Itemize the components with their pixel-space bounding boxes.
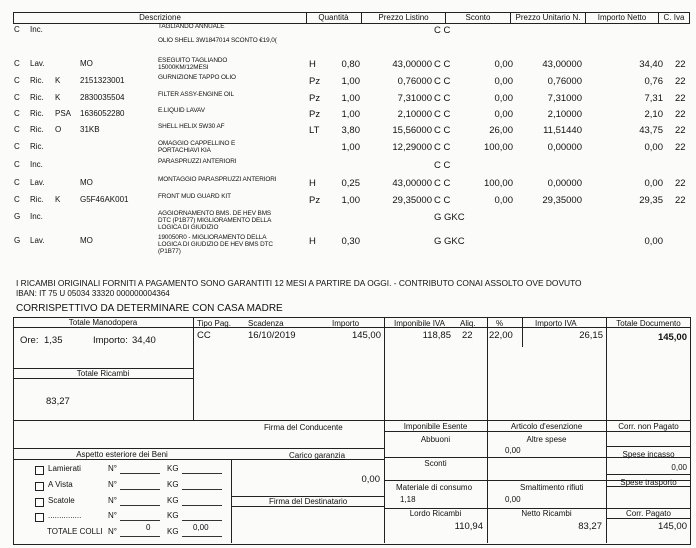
smaltimento-label: Smaltimento rifiuti <box>520 483 584 492</box>
row-flag: C <box>14 93 20 102</box>
col-iva: C. Iva <box>659 12 690 24</box>
row-iva: 22 <box>675 125 686 136</box>
goods-n-input[interactable] <box>120 489 160 490</box>
row-flag: C <box>14 125 20 134</box>
row-disc: 0,00 <box>494 76 513 87</box>
row-net: 0,00 <box>644 142 663 153</box>
row-iva: 22 <box>675 142 686 153</box>
row-unit: 0,00000 <box>547 142 582 153</box>
row-desc-line: SHELL HELIX 5W30 AF <box>158 123 225 130</box>
goods-kg-label: KG <box>167 511 179 520</box>
row-cc: C C <box>434 178 451 189</box>
row-desc-line: TAGLIANDO ANNUALE <box>158 23 225 30</box>
totale-kg-value: 0,00 <box>193 523 209 532</box>
row-price: 43,00000 <box>392 178 432 189</box>
importo-pag-value: 145,00 <box>351 330 381 341</box>
row-net: 0,00 <box>644 178 663 189</box>
row-type: Ric. <box>30 125 44 134</box>
row-code: 1636052280 <box>80 109 125 118</box>
goods-n-label: N° <box>108 464 117 473</box>
row-desc-line: OMAGGIO CAPPELLINO E <box>158 140 236 147</box>
row-disc: 0,00 <box>494 195 513 206</box>
row-cc: C C <box>434 25 451 36</box>
row-flag: G <box>14 236 21 245</box>
row-um: H <box>309 59 316 70</box>
spese-incasso-value: 0,00 <box>671 463 687 472</box>
sconti-label: Sconti <box>424 459 447 468</box>
row-type: Inc. <box>30 160 43 169</box>
goods-list <box>0 0 231 548</box>
scadenza-value: 16/10/2019 <box>248 330 296 341</box>
goods-kg-label: KG <box>167 480 179 489</box>
row-price: 15,56000 <box>392 125 432 136</box>
guarantee-notice: I RICAMBI ORIGINALI FORNITI A PAGAMENTO SONO GARANTITI 12 MESI A PARTIRE DA OGGI. - CONTRIBUTO CONAI ASSOLTO OVE DOVUTO <box>16 278 582 288</box>
col-descrizione: Descrizione <box>13 12 307 24</box>
row-price: 7,31000 <box>397 93 432 104</box>
row-disc: 0,00 <box>494 93 513 104</box>
totale-documento-value: 145,00 <box>657 332 687 343</box>
row-qty: 1,00 <box>341 195 360 206</box>
row-desc-line: GURNIZIONE TAPPO OLIO <box>158 74 236 81</box>
row-net: 0,76 <box>644 76 663 87</box>
spese-incasso-label: Spese incasso <box>622 450 675 459</box>
row-qty: 0,30 <box>341 236 360 247</box>
importo-pag-label: Importo <box>332 319 360 328</box>
row-net: 29,35 <box>639 195 663 206</box>
row-k: K <box>55 195 61 204</box>
row-desc-line: FRONT MUD GUARD KIT <box>158 193 231 200</box>
goods-checkbox[interactable] <box>35 498 44 507</box>
imponibile-iva-value: 118,85 <box>422 330 451 341</box>
row-cc: C C <box>434 195 451 206</box>
row-type: Inc. <box>30 212 43 221</box>
row-desc-line: 15000KM/12MESI <box>158 63 209 71</box>
row-cc: C C <box>434 142 451 153</box>
row-desc-line: LOGICA DI GIUDIZIO DE HEV BMS DTC <box>158 240 273 248</box>
iban: IBAN: IT 75 U 05034 33320 000000004364 <box>16 289 170 298</box>
imponibile-iva-label: Imponibile IVA <box>394 319 445 328</box>
goods-kg-input[interactable] <box>182 520 222 521</box>
tipo-pag-value: CC <box>197 330 211 341</box>
altre-spese-label: Altre spese <box>526 435 567 444</box>
row-cc: G GKC <box>434 212 465 223</box>
row-unit: 7,31000 <box>547 93 582 104</box>
goods-n-input[interactable] <box>120 505 160 506</box>
row-cc: C C <box>434 109 451 120</box>
totale-colli-label: TOTALE COLLI <box>47 527 103 536</box>
carico-garanzia-value: 0,00 <box>361 474 380 485</box>
row-desc-line: PARASPRUZZI ANTERIORI <box>158 158 237 165</box>
row-qty: 1,00 <box>341 76 360 87</box>
row-desc-line: 190050R0 - MIGLIORAMENTO DELLA <box>158 234 267 241</box>
ricambi-value: 83,27 <box>46 396 70 407</box>
row-um: Pz <box>309 195 321 206</box>
altre-spese-value: 0,00 <box>505 446 521 455</box>
ricambi-title: Totale Ricambi <box>76 369 130 378</box>
row-qty: 0,80 <box>341 59 360 70</box>
row-type: Lav. <box>30 236 45 245</box>
row-price: 0,76000 <box>397 76 432 87</box>
row-net: 0,00 <box>644 236 663 247</box>
col-sconto: Sconto <box>446 12 511 24</box>
goods-kg-input[interactable] <box>182 473 222 474</box>
row-flag: C <box>14 59 20 68</box>
lordo-ricambi-value: 110,94 <box>454 521 483 532</box>
row-qty: 1,00 <box>341 93 360 104</box>
ore-label: Ore: <box>20 335 39 346</box>
aliq-label: Aliq. <box>460 319 476 328</box>
goods-label: ............... <box>48 511 82 520</box>
lordo-ricambi-label: Lordo Ricambi <box>409 509 462 518</box>
corrispettivo-title: CORRISPETTIVO DA DETERMINARE CON CASA MADRE <box>16 303 283 314</box>
row-um: LT <box>309 125 320 136</box>
row-qty: 1,00 <box>341 142 360 153</box>
row-disc: 26,00 <box>489 125 513 136</box>
pct-value: 22,00 <box>489 330 513 341</box>
goods-kg-label: KG <box>167 496 179 505</box>
importo-manodopera-label: Importo: <box>93 335 128 346</box>
row-price: 12,29000 <box>392 142 432 153</box>
firma-destinatario-label: Firma del Destinatario <box>269 497 348 506</box>
col-prezzo-unitario: Prezzo Unitario N. <box>511 12 586 24</box>
row-unit: 11,51440 <box>543 125 582 136</box>
scadenza-label: Scadenza <box>248 319 284 328</box>
row-desc-line: FILTER ASSY-ENGINE OIL <box>158 91 234 98</box>
row-qty: 3,80 <box>341 125 360 136</box>
row-flag: C <box>14 160 20 169</box>
articolo-esenzione-label: Articolo d'esenzione <box>510 422 583 431</box>
row-type: Ric. <box>30 195 44 204</box>
row-code: G5F46AK001 <box>80 195 129 204</box>
row-code: MO <box>80 59 93 68</box>
goods-n-label: N° <box>108 511 117 520</box>
row-cc: C C <box>434 59 451 70</box>
row-iva: 22 <box>675 109 686 120</box>
pct-label: % <box>496 319 504 328</box>
row-type: Ric. <box>30 93 44 102</box>
row-type: Ric. <box>30 76 44 85</box>
col-prezzo-listino: Prezzo Listino <box>362 12 446 24</box>
col-quantita: Quantità <box>306 12 362 24</box>
row-type: Lav. <box>30 59 45 68</box>
tipo-pag-label: Tipo Pag. <box>197 319 231 328</box>
row-desc-line: DTC (P1B77) MIGLIORAMENTO DELLA <box>158 216 272 224</box>
corr-pagato-label: Corr. Pagato <box>626 509 671 518</box>
row-um: Pz <box>309 109 321 120</box>
row-disc: 0,00 <box>494 59 513 70</box>
row-desc-line: AGGIORNAMENTO BMS. DE HEV BMS <box>158 210 272 217</box>
row-um: H <box>309 236 316 247</box>
row-disc: 100,00 <box>483 142 513 153</box>
totale-documento-label: Totale Documento <box>616 319 681 328</box>
row-type: Inc. <box>30 25 43 34</box>
row-k: K <box>55 76 61 85</box>
row-iva: 22 <box>675 178 686 189</box>
row-qty: 1,00 <box>341 109 360 120</box>
row-disc: 0,00 <box>494 109 513 120</box>
row-desc-line: PORTACHIAVI KIA <box>158 146 211 154</box>
row-iva: 22 <box>675 59 686 70</box>
row-flag: C <box>14 76 20 85</box>
row-code: 2830035504 <box>80 93 125 102</box>
row-iva: 22 <box>675 93 686 104</box>
row-desc-line: E.LIQUID LAVAV <box>158 107 205 114</box>
row-net: 7,31 <box>644 93 663 104</box>
row-type: Ric. <box>30 109 44 118</box>
row-net: 34,40 <box>639 59 663 70</box>
goods-n-input[interactable] <box>120 473 160 474</box>
goods-checkbox[interactable] <box>35 466 44 475</box>
goods-kg-input[interactable] <box>182 505 222 506</box>
manodopera-title: Totale Manodopera <box>68 318 138 327</box>
row-cc: C C <box>434 160 451 171</box>
row-unit: 0,76000 <box>547 76 582 87</box>
goods-checkbox[interactable] <box>35 482 44 491</box>
totale-kg-label: KG <box>167 527 179 536</box>
row-cc: G GKC <box>434 236 465 247</box>
row-k: K <box>55 93 61 102</box>
row-iva: 22 <box>675 195 686 206</box>
row-cc: C C <box>434 76 451 87</box>
row-flag: C <box>14 178 20 187</box>
row-cc: C C <box>434 125 451 136</box>
row-unit: 0,00000 <box>547 178 582 189</box>
row-k: PSA <box>55 109 72 118</box>
spese-trasporto-label: Spese trasporto <box>620 478 677 487</box>
ore-value: 1,35 <box>44 335 63 346</box>
materiale-consumo-label: Materiale di consumo <box>396 483 473 492</box>
aliq-value: 22 <box>462 330 473 341</box>
netto-ricambi-label: Netto Ricambi <box>521 509 572 518</box>
row-disc: 100,00 <box>483 178 513 189</box>
row-unit: 2,10000 <box>547 109 582 120</box>
col-importo-netto: Importo Netto <box>586 12 659 24</box>
netto-ricambi-value: 83,27 <box>578 521 602 532</box>
goods-label: Scatole <box>48 496 75 505</box>
row-unit: 29,35000 <box>542 195 582 206</box>
row-net: 43,75 <box>639 125 663 136</box>
firma-conducente-label: Firma del Conducente <box>264 423 343 432</box>
goods-n-label: N° <box>108 480 117 489</box>
row-flag: C <box>14 142 20 151</box>
corr-pagato-value: 145,00 <box>657 521 687 532</box>
smaltimento-value: 0,00 <box>505 495 521 504</box>
importo-manodopera-value: 34,40 <box>132 335 156 346</box>
totale-n-label: N° <box>108 527 117 536</box>
abbuoni-label: Abbuoni <box>420 435 451 444</box>
row-flag: G <box>14 212 21 221</box>
row-type: Lav. <box>30 178 45 187</box>
row-unit: 43,00000 <box>542 59 582 70</box>
row-type: Ric. <box>30 142 44 151</box>
row-desc-line: LOGICA DI GIUDIZIO <box>158 223 219 231</box>
row-cc: C C <box>434 93 451 104</box>
row-code: MO <box>80 178 93 187</box>
row-price: 29,35000 <box>392 195 432 206</box>
importo-iva-value: 26,15 <box>579 330 603 341</box>
row-desc-line: MONTAGGIO PARASPRUZZI ANTERIORI <box>158 176 277 183</box>
importo-iva-label: Importo IVA <box>535 319 577 328</box>
materiale-consumo-value: 1,18 <box>400 495 416 504</box>
row-flag: C <box>14 25 20 34</box>
row-price: 43,00000 <box>392 59 432 70</box>
row-net: 2,10 <box>644 109 663 120</box>
goods-n-input[interactable] <box>120 520 160 521</box>
corr-non-pagato-label: Corr. non Pagato <box>618 422 679 431</box>
goods-label: A Vista <box>48 480 73 489</box>
goods-kg-input[interactable] <box>182 489 222 490</box>
row-code: MO <box>80 236 93 245</box>
row-desc-line: OLIO SHELL 3W1847014 SCONTO €19,0( <box>158 36 277 44</box>
row-code: 2151323001 <box>80 76 125 85</box>
row-desc-line: ESEGUITO TAGLIANDO <box>158 57 228 64</box>
goods-n-label: N° <box>108 496 117 505</box>
row-um: Pz <box>309 76 321 87</box>
row-desc-line: (P1B77) <box>158 247 181 255</box>
goods-checkbox[interactable] <box>35 513 44 522</box>
row-iva: 22 <box>675 76 686 87</box>
goods-kg-label: KG <box>167 464 179 473</box>
row-flag: C <box>14 195 20 204</box>
row-flag: C <box>14 109 20 118</box>
row-code: 31KB <box>80 125 100 134</box>
goods-label: Lamierati <box>48 464 81 473</box>
row-price: 2,10000 <box>397 109 432 120</box>
row-um: Pz <box>309 93 321 104</box>
row-k: O <box>55 125 62 134</box>
carico-garanzia-label: Carico garanzia <box>289 451 346 460</box>
imponibile-esente-label: Imponibile Esente <box>403 422 468 431</box>
row-qty: 0,25 <box>341 178 360 189</box>
totale-n-value: 0 <box>146 523 151 532</box>
aspetto-title: Aspetto esteriore dei Beni <box>76 450 168 459</box>
row-um: H <box>309 178 316 189</box>
